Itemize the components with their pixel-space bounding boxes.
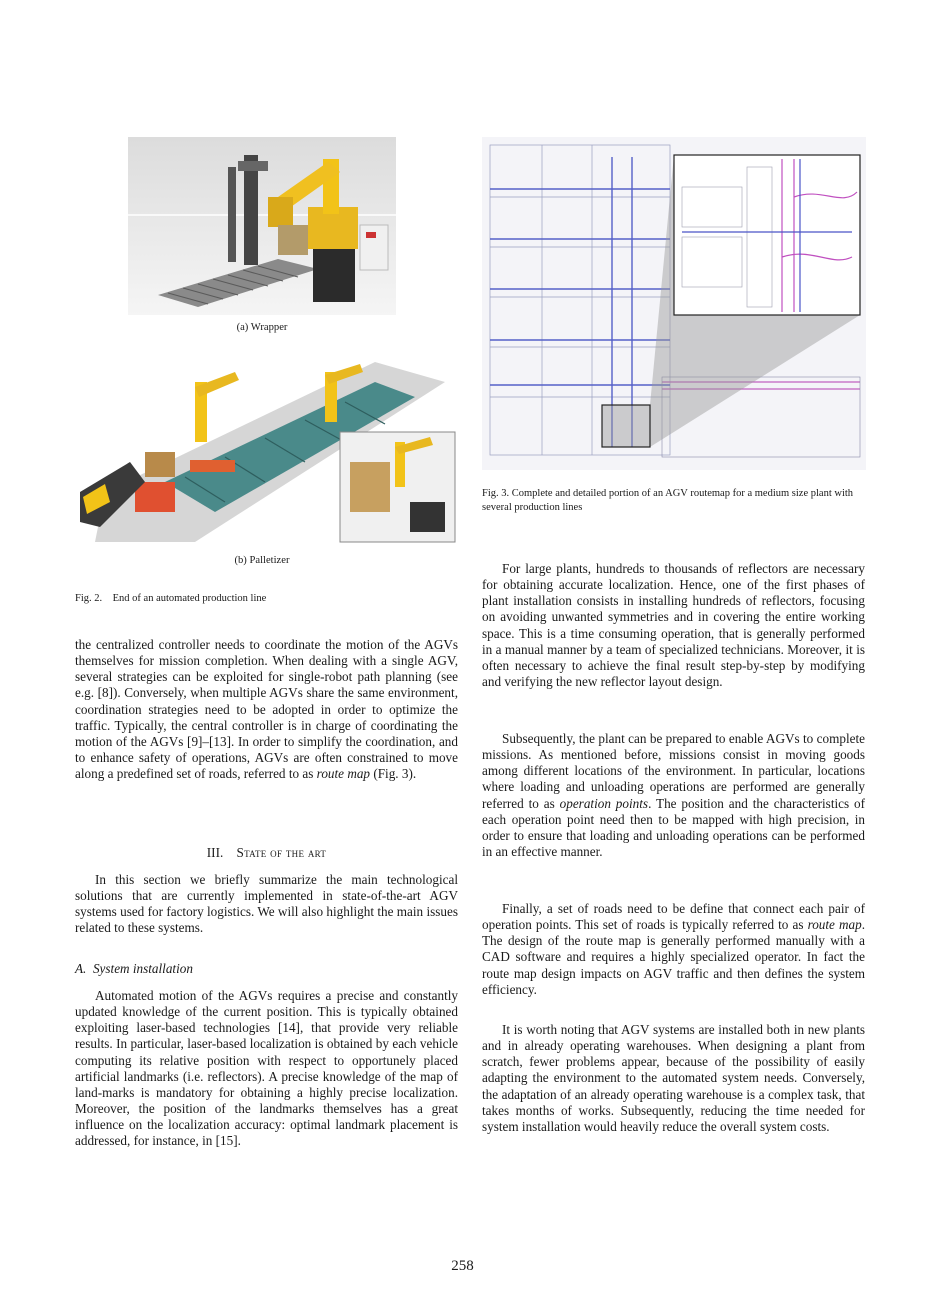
subsection-heading: A. System installation — [75, 961, 193, 976]
operation-points-term: operation points — [559, 795, 649, 811]
figure-2-caption: Fig. 2. End of an automated production line — [75, 593, 267, 604]
left-paragraph-2: In this section we briefly summarize the main technological solutions that are currently implemented in state-of-the-art AGV systems used for factory logistics. We will also highlight the main issues related to these systems. — [75, 872, 458, 936]
figure-3-caption: Fig. 3. Complete and detailed portion of an AGV routemap for a medium size plant with several production lines — [482, 488, 854, 513]
right-paragraph-3-text: Finally, a set of roads need to be define that connect each pair of operation points. This set of roads is typically referred to as — [482, 901, 865, 933]
route-map-term-2: route map — [807, 917, 862, 933]
left-paragraph-1-text: the centralized controller needs to coordinate the motion of the AGVs themselves for mission completion. When dealing with a single AGV, several strategies can be exploited for single-robot path planning (see e.g. [8]). Conversely, when multiple AGVs share the same environment, coordination strategies need to be adopted in order to optimize the traffic. Typically, the central controller is in charge of coordinating the motion of the AGVs [9]–[13]. In order to simplify the coordination, and to enhance safety of operations, AGVs are often constrained to move along a predefined set of roads, referred to as — [75, 637, 458, 782]
right-paragraph-3-end: . The design of the route map is generally performed manually with a CAD software and requires a highly specialized operator. In fact the route map design impacts on AGV traffic and then defines the system efficiency. — [482, 917, 865, 997]
right-paragraph-2 — [482, 731, 865, 860]
figure-2b-palletizer-image — [75, 342, 460, 547]
figure-2b-subcaption: (b) Palletizer — [234, 555, 290, 566]
right-paragraph-2-text: Subsequently, the plant can be prepared to enable AGVs to complete missions. As mentioned before, missions consist in moving goods among different locations of the environment. In particular, locations where loading and unloading operations are performed are generally referred to as — [482, 731, 865, 811]
figure-2a-wrapper-image — [128, 137, 396, 315]
left-paragraph-1 — [75, 637, 458, 782]
route-map-term: route map — [316, 766, 371, 782]
right-paragraph-4: It is worth noting that AGV systems are installed both in new plants and in already operating warehouses. When designing a plant from scratch, fewer problems appear, because of the possibility of easily adapting the environment to the automated system needs. Conversely, the adaptation of an already operating warehouse is a complex task, that takes months of works. Subsequently, reducing the time needed for system installation would heavily reduce the overall system costs. — [482, 1022, 865, 1134]
right-paragraph-2-end: . The position and the characteristics of each operation point need then to be mapped with high precision, in order to ensure that loading and unloading operations can be performed in an effective manner. — [482, 795, 866, 860]
left-paragraph-1-end: (Fig. 3). — [370, 766, 417, 782]
right-paragraph-3 — [482, 901, 865, 998]
left-paragraph-3: Automated motion of the AGVs requires a precise and constantly updated knowledge of the current position. This is typically obtained exploiting laser-based technologies [14], that provide very reliable results. In particular, laser-based localization is obtained by each vehicle computing its relative position with respect to opportunely placed artificial landmarks (i.e. reflectors). A precise knowledge of the map of land-marks is mandatory for obtaining a highly precise localization. Moreover, the position of the landmarks themselves has a great influence on the localization accuracy: optimal landmark placement is addressed, for instance, in [15]. — [75, 988, 458, 1149]
right-paragraph-1: For large plants, hundreds to thousands of reflectors are necessary for obtaining accurate localization. Hence, one of the first phases of plant installation consists in installing hundreds of reflectors, focusing on avoiding unwanted symmetries and in covering the entire working space. This is a time consuming operation, that is generally performed in a manual manner by a team of specialized technicians. Moreover, it is often necessary to achieve the final result step-by-step by modifying and verifying the new reflector layout design. — [482, 561, 865, 690]
figure-3-routemap-image — [482, 137, 866, 470]
section-number: III. — [206, 845, 224, 860]
section-title: State of the art — [236, 845, 327, 860]
figure-2a-subcaption: (a) Wrapper — [236, 322, 288, 333]
page-number: 258 — [451, 1258, 474, 1274]
section-heading — [75, 845, 458, 861]
